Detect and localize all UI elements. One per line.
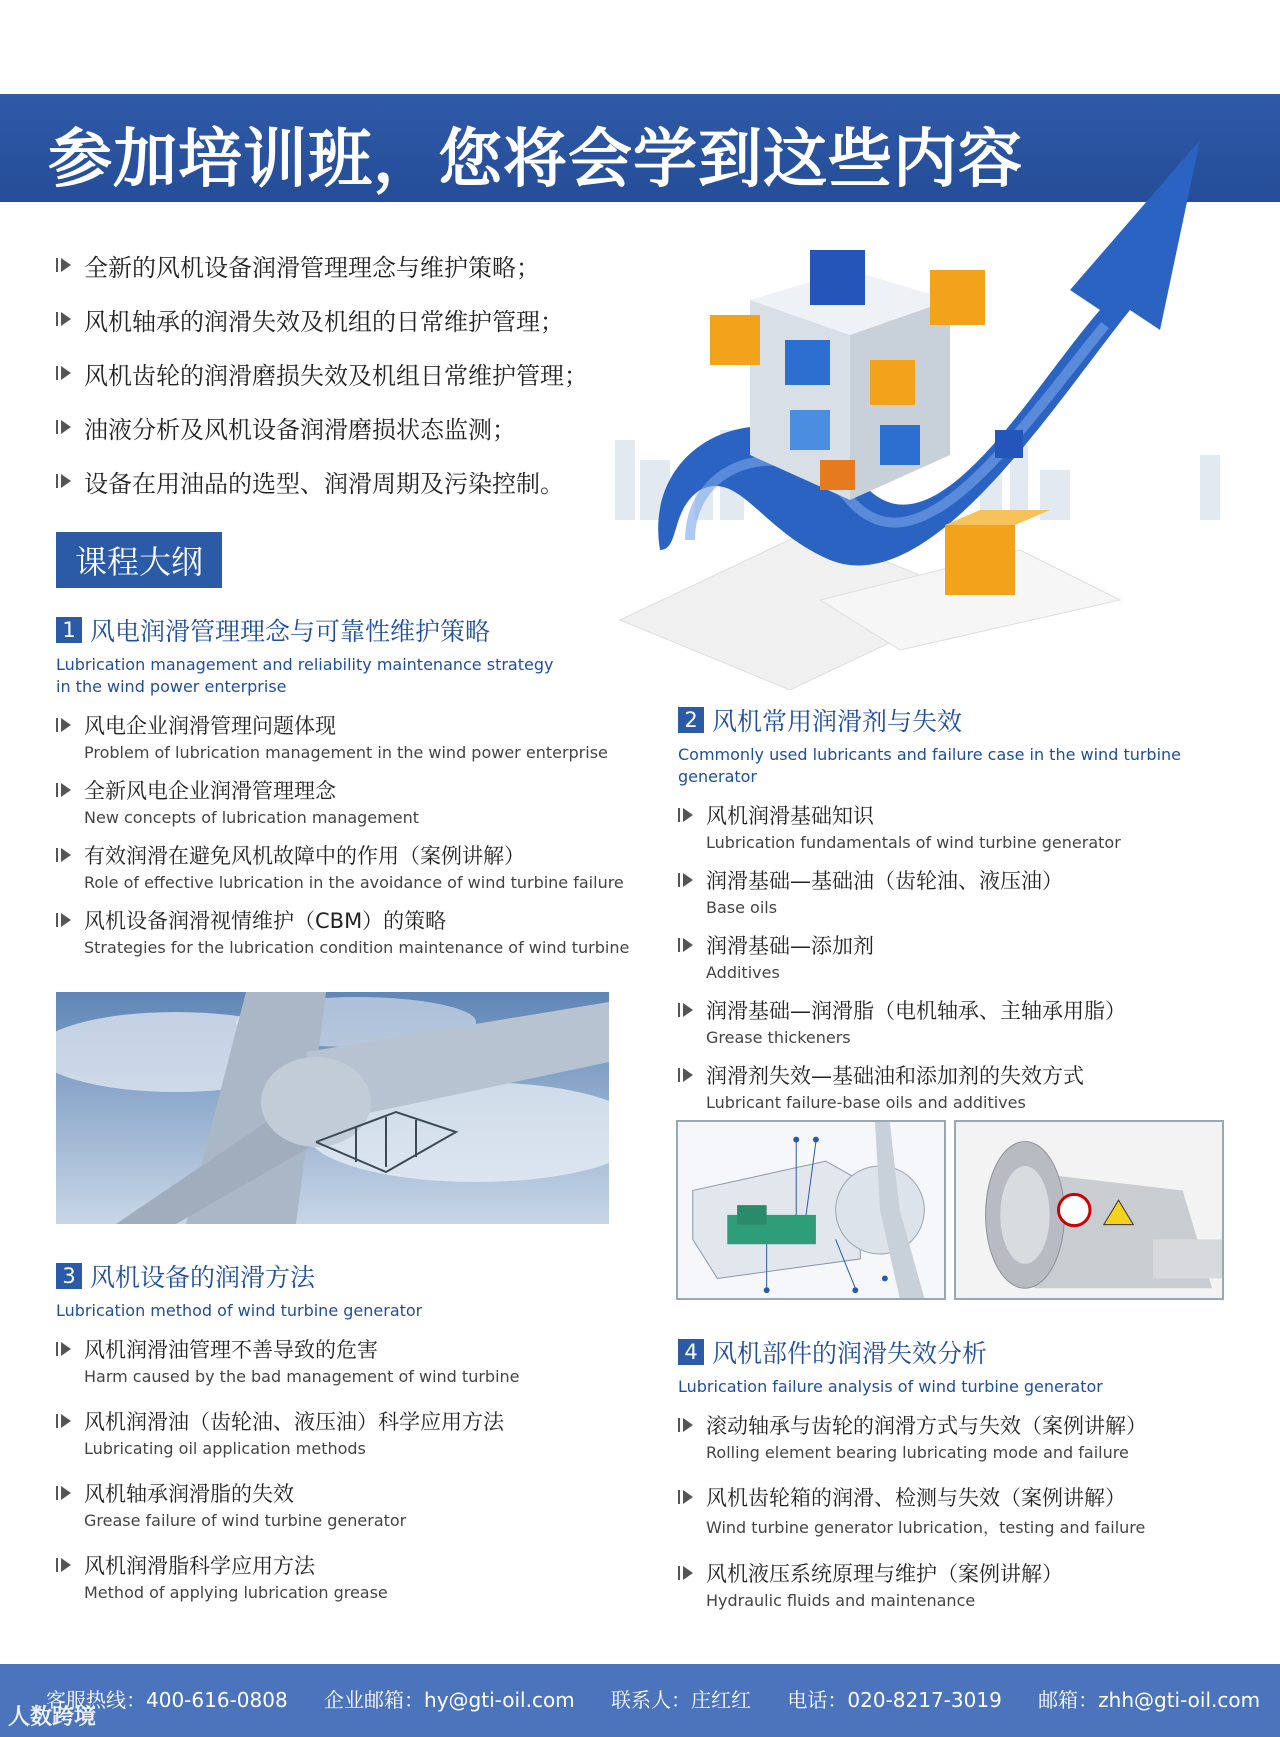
bullet-arrow-icon xyxy=(678,1067,694,1083)
list-item: 风机液压系统原理与维护（案例讲解） Hydraulic fluids and maintenance xyxy=(678,1558,1258,1610)
bullet-arrow-icon xyxy=(678,937,694,953)
list-item: 风机润滑基础知识 Lubrication fundamentals of wind turbine generator xyxy=(678,800,1258,852)
list-item: 风机齿轮的润滑磨损失效及机组日常维护管理； xyxy=(56,346,616,400)
bullet-arrow-icon xyxy=(678,1002,694,1018)
list-item: 油液分析及风机设备润滑磨损状态监测； xyxy=(56,400,616,454)
section-4 xyxy=(678,1334,1258,1623)
list-item: 润滑基础—基础油（齿轮油、液压油） Base oils xyxy=(678,865,1258,917)
section-title: 风机设备的润滑方法 xyxy=(90,1263,316,1292)
section-heading xyxy=(56,1258,616,1294)
bullet-arrow-icon xyxy=(56,847,72,863)
bullet-arrow-icon xyxy=(56,1557,72,1573)
bullet-arrow-icon xyxy=(56,473,72,489)
list-item: 润滑剂失效—基础油和添加剂的失效方式 Lubricant failure-base oils and additives xyxy=(678,1060,1258,1112)
bullet-arrow-icon xyxy=(56,1341,72,1357)
company-email-link[interactable]: 企业邮箱：hy@gti-oil.com xyxy=(324,1688,575,1712)
bullet-arrow-icon xyxy=(56,912,72,928)
section-heading xyxy=(678,1334,1258,1370)
bullet-arrow-icon xyxy=(56,365,72,381)
list-item: 全新风电企业润滑管理理念 New concepts of lubrication management xyxy=(56,775,616,827)
list-item: 润滑基础—润滑脂（电机轴承、主轴承用脂） Grease thickeners xyxy=(678,995,1258,1047)
bullet-arrow-icon xyxy=(56,419,72,435)
list-item: 有效润滑在避免风机故障中的作用（案例讲解） Role of effective lubrication in the avoidance of wind turbine failure xyxy=(56,840,616,892)
section-title: 风电润滑管理理念与可靠性维护策略 xyxy=(90,617,491,646)
section-number: 3 xyxy=(56,1263,82,1289)
section-2 xyxy=(678,702,1258,1125)
list-item: 滚动轴承与齿轮的润滑方式与失效（案例讲解） Rolling element bearing lubricating mode and failure xyxy=(678,1410,1258,1462)
section-subtitle: Commonly used lubricants and failure case in the wind turbine generator xyxy=(678,745,1182,786)
footer-contact-line xyxy=(46,1684,1280,1713)
learn-points-list xyxy=(56,238,616,508)
contact-footer xyxy=(0,1664,1280,1737)
hotline-text: 客服热线：400-616-0808 xyxy=(46,1688,288,1712)
slip-ring-part-image xyxy=(954,1120,1224,1300)
section-number: 2 xyxy=(678,707,704,733)
nacelle-cutaway-image xyxy=(676,1120,946,1300)
section-items xyxy=(678,1410,1258,1610)
section-number: 4 xyxy=(678,1339,704,1365)
list-item: 设备在用油品的选型、润滑周期及污染控制。 xyxy=(56,454,616,508)
list-item: 风机轴承的润滑失效及机组的日常维护管理； xyxy=(56,292,616,346)
bullet-arrow-icon xyxy=(56,257,72,273)
wind-turbine-photo xyxy=(56,992,609,1224)
list-item: 全新的风机设备润滑管理理念与维护策略； xyxy=(56,238,616,292)
list-item: 风机润滑脂科学应用方法 Method of applying lubrication grease xyxy=(56,1550,616,1602)
list-item: 风机设备润滑视情维护（CBM）的策略 Strategies for the lubrication condition maintenance of wind turbine xyxy=(56,905,616,957)
bullet-arrow-icon xyxy=(56,1485,72,1501)
bullet-arrow-icon xyxy=(678,1417,694,1433)
section-title: 风机常用润滑剂与失效 xyxy=(712,707,963,736)
section-number: 1 xyxy=(56,617,82,643)
list-item: 润滑基础—添加剂 Additives xyxy=(678,930,1258,982)
page-title: 参加培训班，您将会学到这些内容 xyxy=(48,123,1023,197)
bullet-arrow-icon xyxy=(56,782,72,798)
bullet-arrow-icon xyxy=(56,1413,72,1429)
course-outline-tag: 课程大纲 xyxy=(56,532,222,588)
section-subtitle: Lubrication management and reliability maintenance strategy in the wind power enterprise xyxy=(56,655,554,696)
list-item: 风机润滑油（齿轮油、液压油）科学应用方法 Lubricating oil application methods xyxy=(56,1406,616,1458)
bullet-arrow-icon xyxy=(678,1565,694,1581)
list-item: 风机齿轮箱的润滑、检测与失效（案例讲解） Wind turbine generator lubrication，testing and failure xyxy=(678,1482,1258,1538)
section-title: 风机部件的润滑失效分析 xyxy=(712,1339,988,1368)
section-items xyxy=(56,710,630,957)
section-subtitle: Lubrication method of wind turbine generator xyxy=(56,1301,423,1320)
list-item: 风电企业润滑管理问题体现 Problem of lubrication management in the wind power enterprise xyxy=(56,710,616,762)
list-item: 风机轴承润滑脂的失效 Grease failure of wind turbine generator xyxy=(56,1478,616,1530)
section-subtitle: Lubrication failure analysis of wind turbine generator xyxy=(678,1377,1103,1396)
personal-email-link[interactable]: 邮箱：zhh@gti-oil.com xyxy=(1038,1688,1261,1712)
section-items xyxy=(56,1334,616,1602)
section-3 xyxy=(56,1258,616,1615)
bullet-arrow-icon xyxy=(56,717,72,733)
hero-cube-arrow-illustration xyxy=(600,130,1260,690)
section-1 xyxy=(56,612,630,970)
section-items xyxy=(678,800,1258,1112)
list-item: 风机润滑油管理不善导致的危害 Harm caused by the bad management of wind turbine xyxy=(56,1334,616,1386)
phone-text: 电话：020-8217-3019 xyxy=(787,1688,1002,1712)
bullet-arrow-icon xyxy=(678,807,694,823)
bullet-arrow-icon xyxy=(56,311,72,327)
bullet-arrow-icon xyxy=(678,1489,694,1505)
section-heading xyxy=(56,612,616,648)
contact-person-text: 联系人：庄红红 xyxy=(611,1688,752,1712)
bullet-arrow-icon xyxy=(678,872,694,888)
section-heading xyxy=(678,702,1258,738)
watermark-logo: 人数跨境 xyxy=(8,1705,97,1730)
